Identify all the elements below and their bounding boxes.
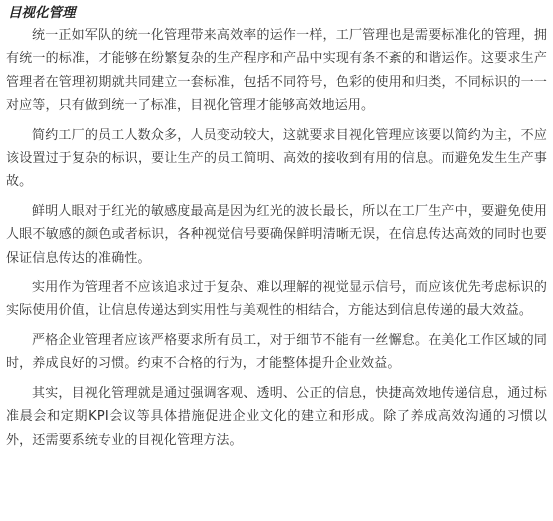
paragraph-strictness: 严格企业管理者应该严格要求所有员工，对于细节不能有一丝懈怠。在美化工作区域的同时，养成良好的习惯。约束不合格的行为，才能整体提升企业效益。 xyxy=(6,332,547,372)
paragraph-simplicity: 简约工厂的员工人数众多，人员变动较大，这就要求目视化管理应该要以简约为主，不应该设置过于复杂的标识，要让生产的员工简明、高效的接收到有用的信息。而避免发生生产事故。 xyxy=(6,127,547,190)
paragraph-standardization: 统一正如军队的统一化管理带来高效率的运作一样，工厂管理也是需要标准化的管理，拥有统一的标准，才能够在纷繁复杂的生产程序和产品中实现有条不紊的和谐运作。这要求生产管理者在管理初期就共同建立一套标准，包括不同符号，色彩的使用和归类，不同标识的一一对应等，只有做到统一了标准，目视化管理才能够高效地运用。 xyxy=(6,28,547,114)
paragraph-summary: 其实，目视化管理就是通过强调客观、透明、公正的信息，快捷高效地传递信息，通过标准晨会和定期KPI会议等具体措施促进企业文化的建立和形成。除了养成高效沟通的习惯以外，还需要系统专业的目视化管理方法。 xyxy=(6,385,547,448)
paragraph-vividness: 鲜明人眼对于红光的敏感度最高是因为红光的波长最长，所以在工厂生产中，要避免使用人眼不敏感的颜色或者标识，各种视觉信号要确保鲜明清晰无误，在信息传达高效的同时也要保证信息传达的准确性。 xyxy=(6,203,547,266)
paragraph-practicality: 实用作为管理者不应该追求过于复杂、难以理解的视觉显示信号，而应该优先考虑标识的实际使用价值，让信息传递达到实用性与美观性的相结合，方能达到信息传递的最大效益。 xyxy=(6,280,547,319)
article-heading: 目视化管理 xyxy=(8,5,76,21)
